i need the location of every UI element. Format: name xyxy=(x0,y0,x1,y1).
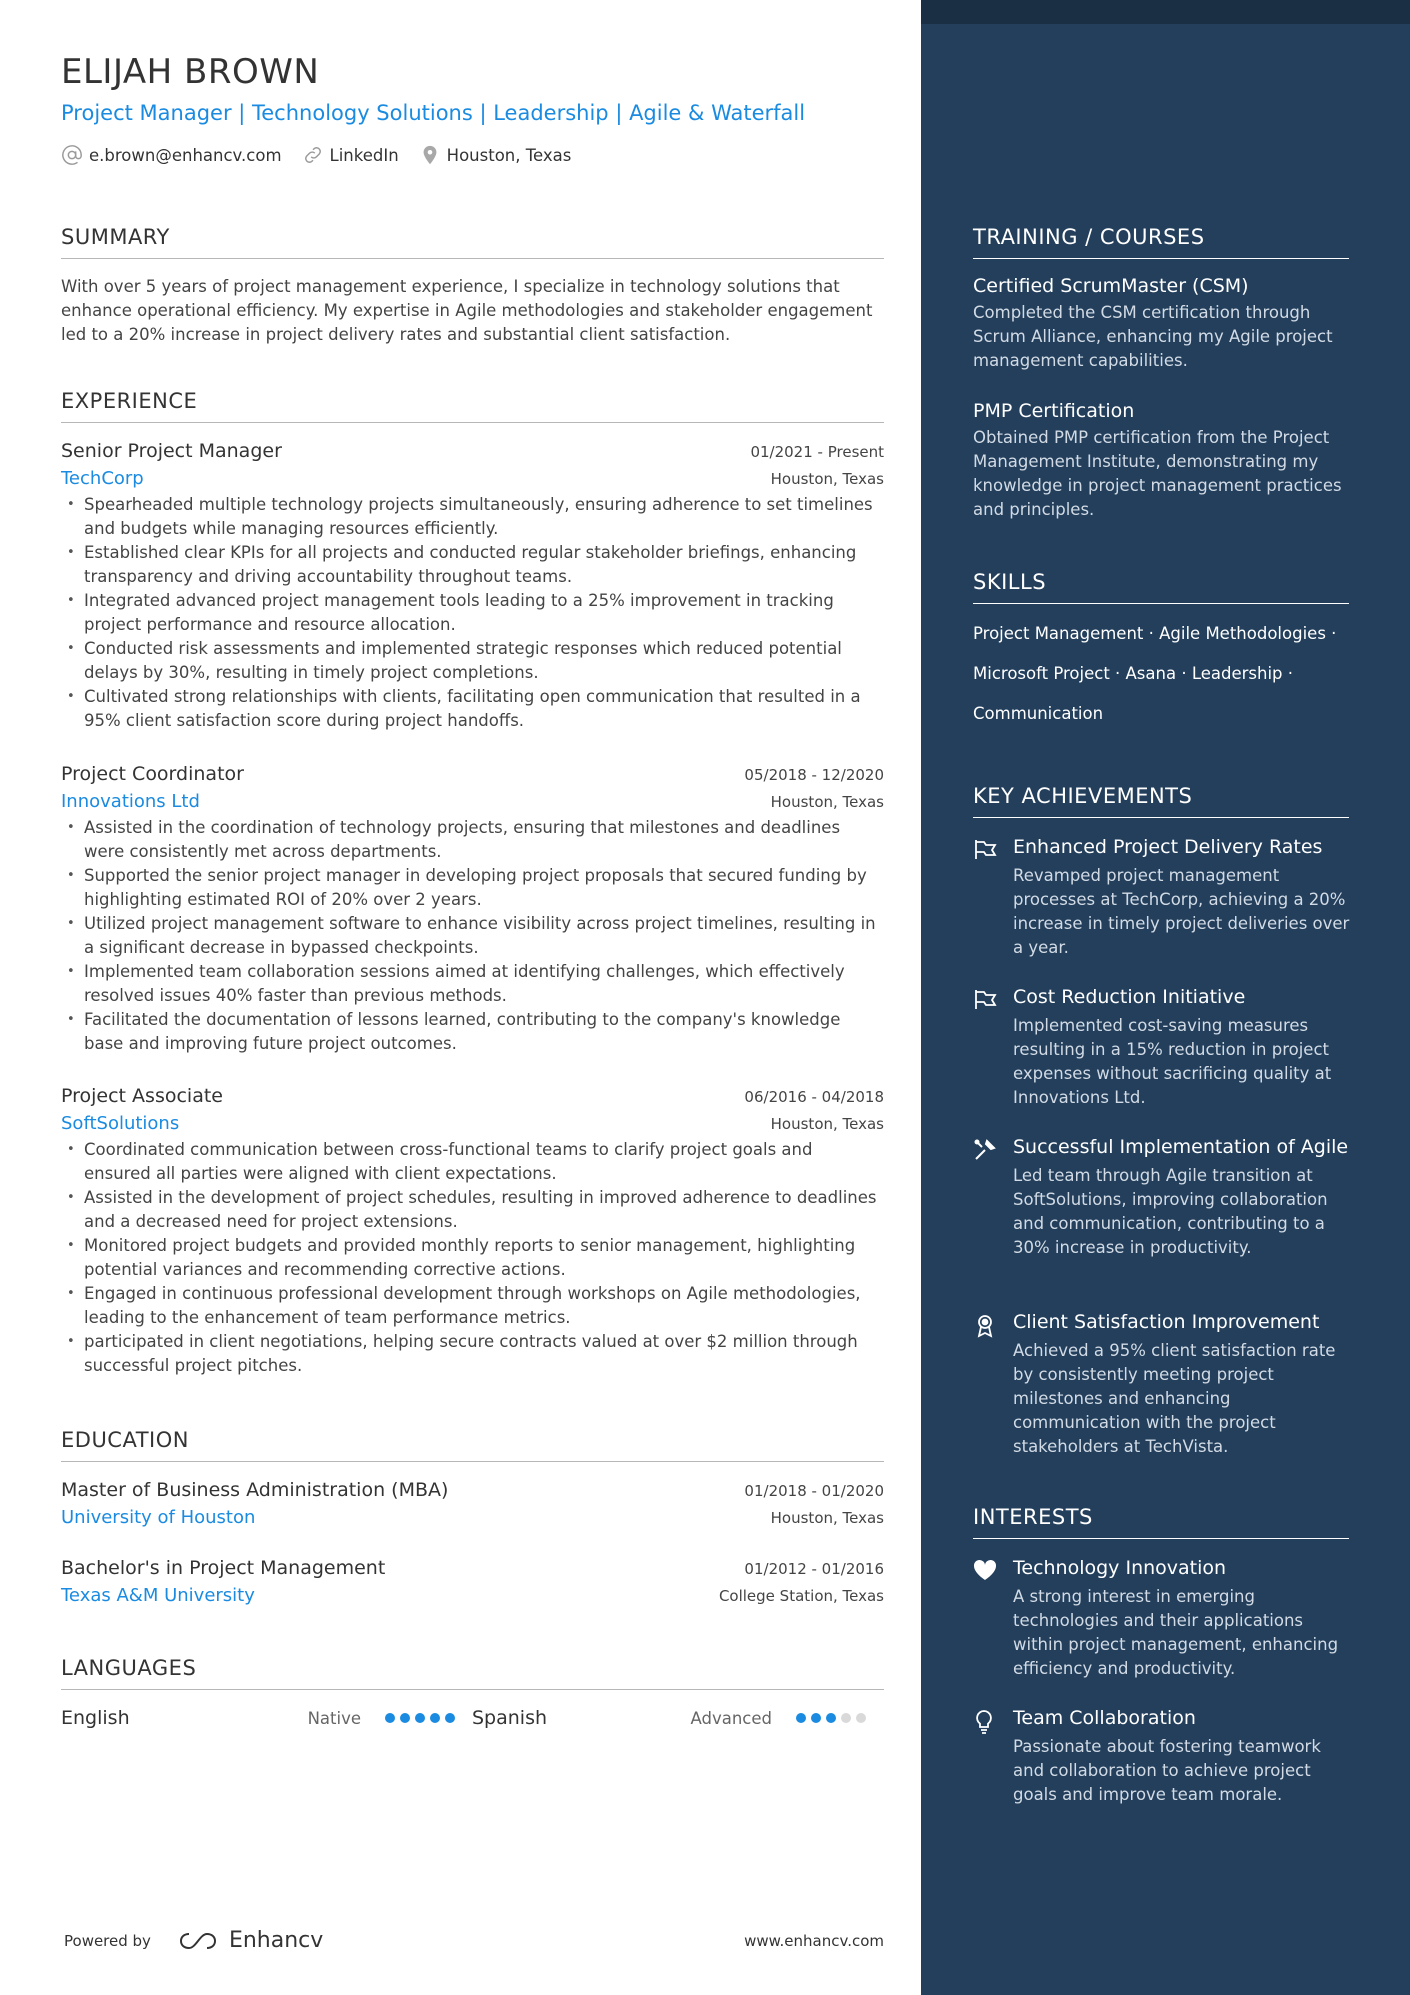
location-text: Houston, Texas xyxy=(446,145,572,165)
job-bullets xyxy=(61,1138,884,1378)
bullet-item: • Integrated advanced project management tools leading to a 25% improvement in tracking project performance and resource allocation. xyxy=(61,589,884,637)
skills-heading: SKILLS xyxy=(973,570,1349,604)
bullet-item: • Conducted risk assessments and implemented strategic responses which reduced potential delays by 30%, resulting in timely project completions. xyxy=(61,637,884,685)
interests-heading: INTERESTS xyxy=(973,1505,1349,1539)
contact-email[interactable] xyxy=(61,144,282,166)
proficiency-dot-filled xyxy=(796,1713,806,1723)
interest-desc: Passionate about fostering teamwork and collaboration to achieve project goals and improve team morale. xyxy=(1013,1737,1321,1804)
job-company[interactable]: Innovations Ltd xyxy=(61,791,200,812)
course-title: Certified ScrumMaster (CSM) xyxy=(973,275,1249,297)
proficiency-dot-filled xyxy=(445,1713,455,1723)
summary-text: With over 5 years of project management experience, I specialize in technology solutions that enhance operational efficiency. My expertise in Agile methodologies and stakeholder engagement led to a 20% increase in project delivery rates and substantial client satisfaction. xyxy=(61,277,873,344)
footer xyxy=(64,1928,884,1953)
powered-by xyxy=(64,1928,323,1953)
proficiency-dot-filled xyxy=(385,1713,395,1723)
linkedin-text: LinkedIn xyxy=(329,145,399,165)
edu-location: College Station, Texas xyxy=(718,1587,884,1605)
link-icon xyxy=(302,144,324,166)
edu-date: 01/2018 - 01/2020 xyxy=(744,1482,884,1500)
job-location: Houston, Texas xyxy=(770,793,884,811)
skills-line: Communication xyxy=(973,704,1104,723)
language-name: Spanish xyxy=(472,1707,548,1729)
bullet-item: • Assisted in the development of project schedules, resulting in improved adherence to deadlines and a decreased need for project extensions. xyxy=(61,1186,884,1234)
job-entry xyxy=(61,1085,884,1378)
bullet-item: • Cultivated strong relationships with clients, facilitating open communication that resulted in a 95% client satisfaction score during project handoffs. xyxy=(61,685,884,733)
achievements-heading: KEY ACHIEVEMENTS xyxy=(973,784,1349,818)
flag-icon xyxy=(973,838,999,860)
enhancv-logo[interactable] xyxy=(177,1928,323,1953)
job-role: Project Associate xyxy=(61,1085,223,1107)
lightbulb-icon xyxy=(973,1709,995,1735)
education-entry xyxy=(61,1557,884,1606)
contact-linkedin[interactable] xyxy=(302,144,399,166)
edu-school[interactable]: Texas A&M University xyxy=(61,1585,255,1606)
edu-location: Houston, Texas xyxy=(770,1509,884,1527)
bullet-item: • Utilized project management software to enhance visibility across project timelines, resulting in a significant decrease in bypassed checkpoints. xyxy=(61,912,884,960)
education-entry xyxy=(61,1479,884,1528)
candidate-name: ELIJAH BROWN xyxy=(61,52,320,92)
bullet-item: • Spearheaded multiple technology projects simultaneously, ensuring adherence to set timelines and budgets while managing resources efficiently. xyxy=(61,493,884,541)
achievement-title: Enhanced Project Delivery Rates xyxy=(1013,836,1323,858)
bullet-item: • Established clear KPIs for all projects and conducted regular stakeholder briefings, enhancing transparency and driving accountability throughout teams. xyxy=(61,541,884,589)
proficiency-dots xyxy=(796,1713,871,1723)
job-entry xyxy=(61,763,884,1056)
bullet-item: • Supported the senior project manager in developing project proposals that secured funding by highlighting estimated ROI of 20% over 2 years. xyxy=(61,864,884,912)
proficiency-dot-filled xyxy=(400,1713,410,1723)
experience-heading: EXPERIENCE xyxy=(61,389,884,423)
course-desc: Completed the CSM certification through Scrum Alliance, enhancing my Agile project management capabilities. xyxy=(973,303,1333,370)
bullet-item: • Assisted in the coordination of technology projects, ensuring that milestones and deadlines were consistently met across departments. xyxy=(61,816,884,864)
summary-heading: SUMMARY xyxy=(61,225,884,259)
languages-list xyxy=(61,1707,884,1729)
job-bullets xyxy=(61,493,884,733)
infinity-logo-icon xyxy=(177,1929,223,1953)
interest-desc: A strong interest in emerging technologies and their applications within project management, enhancing efficiency and productivity. xyxy=(1013,1587,1339,1678)
location-pin-icon xyxy=(419,144,441,166)
job-entry xyxy=(61,440,884,733)
proficiency-dot-filled xyxy=(430,1713,440,1723)
flag-icon xyxy=(973,988,999,1010)
bullet-item: • Monitored project budgets and provided monthly reports to senior management, highlighting potential variances and recommending corrective actions. xyxy=(61,1234,884,1282)
languages-heading: LANGUAGES xyxy=(61,1656,884,1690)
award-icon xyxy=(973,1313,997,1339)
edu-date: 01/2012 - 01/2016 xyxy=(744,1560,884,1578)
website-link[interactable]: www.enhancv.com xyxy=(744,1931,884,1950)
bullet-item: • participated in client negotiations, helping secure contracts valued at over $2 million through successful project pitches. xyxy=(61,1330,884,1378)
course-title: PMP Certification xyxy=(973,400,1135,422)
language-level: Advanced xyxy=(690,1708,772,1728)
job-date: 06/2016 - 04/2018 xyxy=(744,1088,884,1106)
brand-name: Enhancv xyxy=(228,1928,324,1953)
job-date: 05/2018 - 12/2020 xyxy=(744,766,884,784)
achievement-item xyxy=(973,835,1353,960)
interest-item xyxy=(973,1706,1353,1807)
contact-location xyxy=(419,144,572,166)
email-text: e.brown@enhancv.com xyxy=(89,145,282,165)
education-heading: EDUCATION xyxy=(61,1428,884,1462)
achievement-desc: Implemented cost-saving measures resulting in a 15% reduction in project expenses without sacrificing quality at Innovations Ltd. xyxy=(1013,1016,1332,1107)
proficiency-dot-filled xyxy=(415,1713,425,1723)
powered-by-label: Powered by xyxy=(64,1931,151,1950)
sidebar-topbar xyxy=(921,0,1410,24)
language-name: English xyxy=(61,1707,130,1729)
interest-title: Technology Innovation xyxy=(1013,1557,1227,1579)
achievement-item xyxy=(973,1310,1353,1459)
proficiency-dot-filled xyxy=(826,1713,836,1723)
training-heading: TRAINING / COURSES xyxy=(973,225,1349,259)
job-date: 01/2021 - Present xyxy=(750,443,884,461)
achievement-desc: Achieved a 95% client satisfaction rate by consistently meeting project milestones and enhancing communication with the project stakeholders at TechVista. xyxy=(1013,1341,1336,1456)
course-item xyxy=(973,400,1349,522)
achievement-desc: Led team through Agile transition at SoftSolutions, improving collaboration and communication, contributing to a 30% increase in productivity. xyxy=(1013,1166,1328,1257)
bullet-item: • Coordinated communication between cross-functional teams to clarify project goals and ensured all parties were aligned with client expectations. xyxy=(61,1138,884,1186)
heart-icon xyxy=(973,1559,997,1581)
job-location: Houston, Texas xyxy=(770,470,884,488)
job-role: Project Coordinator xyxy=(61,763,244,785)
language-level: Native xyxy=(307,1708,361,1728)
course-desc: Obtained PMP certification from the Project Management Institute, demonstrating my knowledge in project management practices and principles. xyxy=(973,428,1342,519)
contact-bar xyxy=(61,144,591,166)
proficiency-dot-filled xyxy=(811,1713,821,1723)
sidebar xyxy=(921,0,1410,1995)
skills-line: Project Management · Agile Methodologies · xyxy=(973,624,1337,643)
bullet-item: • Implemented team collaboration sessions aimed at identifying challenges, which effectively resolved issues 40% faster than previous methods. xyxy=(61,960,884,1008)
language-item xyxy=(472,1707,883,1729)
edu-school[interactable]: University of Houston xyxy=(61,1507,256,1528)
at-icon xyxy=(61,144,83,166)
interest-item xyxy=(973,1556,1353,1681)
achievement-title: Cost Reduction Initiative xyxy=(1013,986,1246,1008)
skills-list xyxy=(973,614,1349,734)
tools-icon xyxy=(973,1138,997,1162)
job-role: Senior Project Manager xyxy=(61,440,282,462)
proficiency-dot-empty xyxy=(856,1713,866,1723)
bullet-item: • Facilitated the documentation of lessons learned, contributing to the company's knowledge base and improving future project outcomes. xyxy=(61,1008,884,1056)
achievement-item xyxy=(973,1135,1353,1260)
proficiency-dots xyxy=(385,1713,460,1723)
language-item xyxy=(61,1707,472,1729)
edu-degree: Bachelor's in Project Management xyxy=(61,1557,386,1579)
headline: Project Manager | Technology Solutions | Leadership | Agile & Waterfall xyxy=(61,101,806,125)
achievement-title: Successful Implementation of Agile xyxy=(1013,1136,1349,1158)
skills-line: Microsoft Project · Asana · Leadership · xyxy=(973,664,1293,683)
proficiency-dot-empty xyxy=(841,1713,851,1723)
job-bullets xyxy=(61,816,884,1056)
job-company[interactable]: SoftSolutions xyxy=(61,1113,180,1134)
interest-title: Team Collaboration xyxy=(1013,1707,1196,1729)
job-company[interactable]: TechCorp xyxy=(61,468,144,489)
bullet-item: • Engaged in continuous professional development through workshops on Agile methodologies, leading to the enhancement of team performance metrics. xyxy=(61,1282,884,1330)
job-location: Houston, Texas xyxy=(770,1115,884,1133)
edu-degree: Master of Business Administration (MBA) xyxy=(61,1479,449,1501)
achievement-title: Client Satisfaction Improvement xyxy=(1013,1311,1320,1333)
achievement-item xyxy=(973,985,1353,1110)
achievement-desc: Revamped project management processes at TechCorp, achieving a 20% increase in timely project deliveries over a year. xyxy=(1013,866,1350,957)
course-item xyxy=(973,275,1349,373)
